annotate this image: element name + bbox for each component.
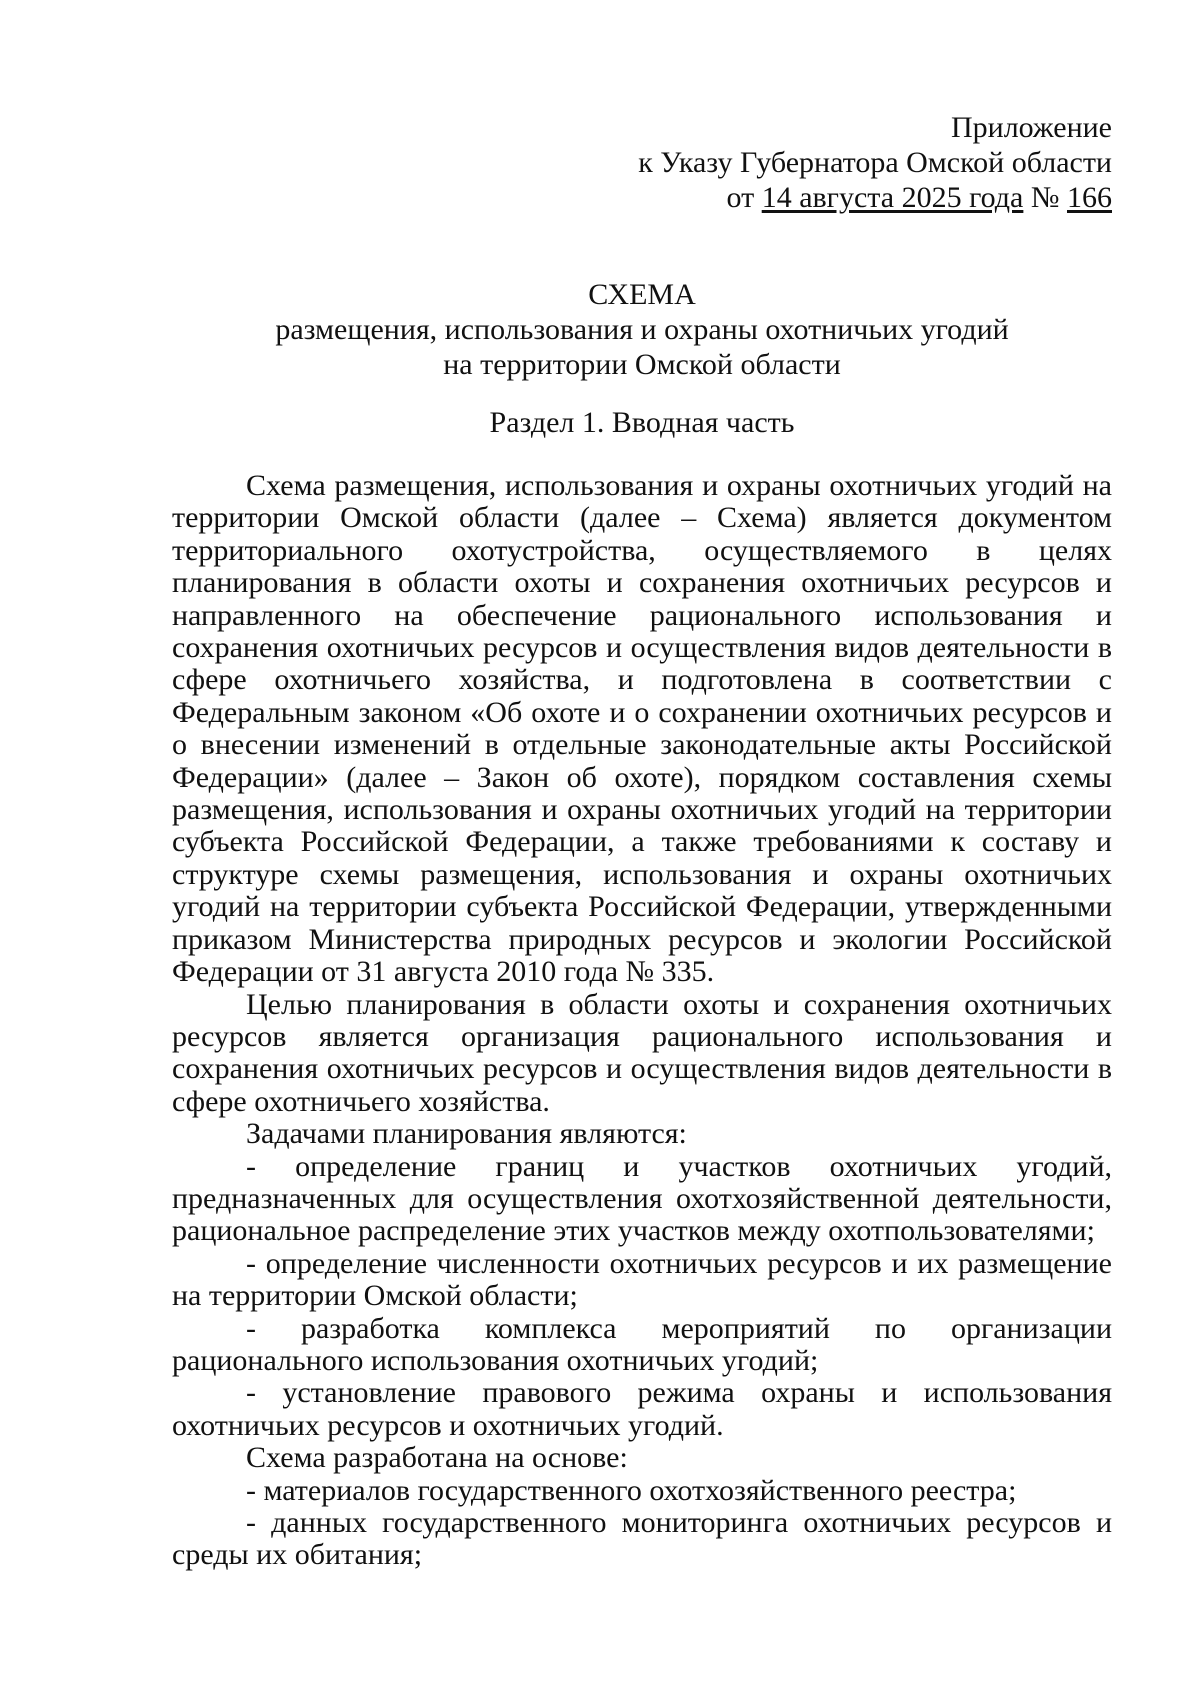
basis-item: - материалов государственного охотхозяйственного реестра; (246, 1473, 1017, 1507)
basis-intro: Схема разработана на основе: (246, 1441, 628, 1475)
date-prefix: от (726, 181, 755, 214)
appendix-label: Приложение (950, 111, 1112, 144)
paragraph-intro: Схема размещения, использования и охраны охотничьих угодий на территории Омской области (далее – Схема) является документом территориального охотустройства, осуществляемого в целях планирования в области охоты и сохранения охотничьих ресурсов и направленного на обеспечение рационального использования и сохранения охотничьих ресурсов и осуществления видов деятельности в сфере охотничьего хозяйства, и подготовлена в соответствии с Федеральным законом «Об охоте и о сохранении охотничьих ресурсов и о внесении изменений в отдельные законодательные акты Российской Федерации» (далее – Закон об охоте), порядком составления схемы размещения, использования и охраны охотничьих угодий на территории субъекта Российской Федерации, а также требованиями к составу и структуре схемы размещения, использования и охраны охотничьих угодий на территории субъекта Российской Федерации, утвержденными приказом Министерства природных ресурсов и экологии Российской Федерации от 31 августа 2010 года № 335. (172, 469, 1112, 989)
title-main: СХЕМА (588, 278, 696, 311)
title-sub-2: на территории Омской области (443, 348, 841, 381)
section-heading: Раздел 1. Вводная часть (489, 406, 795, 439)
task-item: - разработка комплекса мероприятий по организации рационального использования охотничьих угодий; (172, 1311, 1112, 1377)
task-item: - определение численности охотничьих ресурсов и их размещение на территории Омской области; (172, 1246, 1112, 1313)
document-title (172, 277, 1112, 382)
decree-date: 14 августа 2025 года (761, 181, 1024, 214)
paragraph-goal: Целью планирования в области охоты и сохранения охотничьих ресурсов является организация рационального использования и сохранения охотничьих ресурсов и осуществления видов деятельности в сфере охотничьего хозяйства. (172, 987, 1112, 1118)
number-sign: № (1030, 181, 1060, 214)
basis-item: - данных государственного мониторинга охотничьих ресурсов и среды их обитания; (172, 1506, 1112, 1572)
decree-date-line (638, 180, 1112, 215)
title-sub-1: размещения, использования и охраны охотничьих угодий (275, 313, 1009, 346)
tasks-intro: Задачами планирования являются: (246, 1117, 687, 1151)
approval-header (638, 110, 1112, 215)
body-text (172, 470, 1112, 1572)
decree-reference: к Указу Губернатора Омской области (638, 146, 1112, 179)
decree-number: 166 (1067, 181, 1112, 214)
task-item: - установление правового режима охраны и использования охотничьих ресурсов и охотничьих угодий. (172, 1376, 1112, 1442)
task-item: - определение границ и участков охотничьих угодий, предназначенных для осуществления охотхозяйственной деятельности, рациональное распределение этих участков между охотпользователями; (172, 1149, 1112, 1248)
